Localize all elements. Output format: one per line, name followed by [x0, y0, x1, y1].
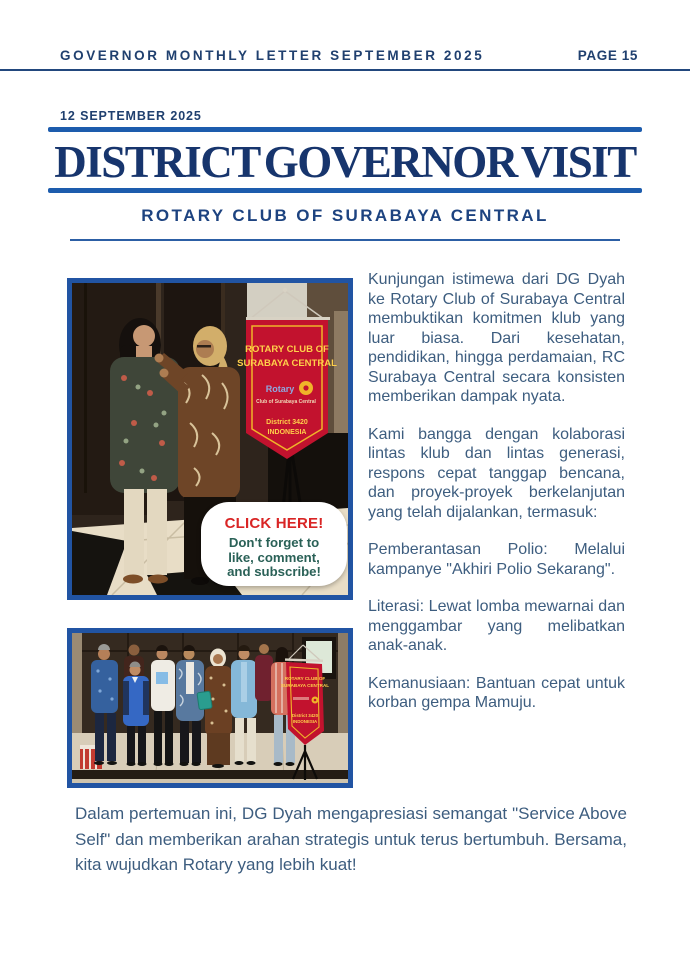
paragraph-2: Kami bangga dengan kolaborasi lintas klub dan lintas generasi, respons cepat tanggap bencana, dan proyek-proyek berkelanjutan yang telah dijalankan, termasuk:	[368, 425, 625, 521]
svg-text:ROTARY CLUB OF: ROTARY CLUB OF	[245, 344, 329, 355]
paragraph-1: Kunjungan istimewa dari DG Dyah ke Rotary Club of Surabaya Central membuktikan komitmen klub yang luar biasa. Dari kesehatan, pendidikan, hingga perdamaian, RC Surabaya Central secara konsisten memberikan dampak nyata.	[368, 271, 625, 405]
subscribe-text: Don't forget to like, comment, and subscribe!	[227, 535, 321, 579]
photo-group-illustration	[72, 633, 348, 783]
article-body	[368, 270, 625, 731]
svg-text:Club of Surabaya Central: Club of Surabaya Central	[256, 399, 316, 405]
header-divider	[0, 69, 690, 71]
click-here-label[interactable]: CLICK HERE!	[224, 515, 324, 532]
photo-group	[67, 628, 353, 788]
svg-text:INDONESIA: INDONESIA	[292, 719, 318, 724]
paragraph-3: Pemberantasan Polio: Melalui kampanye "Akhiri Polio Sekarang".	[368, 541, 625, 578]
paragraph-5: Kemanusiaan: Bantuan cepat untuk korban gempa Mamuju.	[368, 674, 625, 711]
svg-text:District 3420: District 3420	[291, 713, 319, 718]
svg-text:District 3420: District 3420	[266, 419, 308, 426]
svg-text:SURABAYA CENTRAL: SURABAYA CENTRAL	[237, 358, 337, 369]
article-date: 12 SEPTEMBER 2025	[60, 109, 202, 123]
svg-text:ROTARY CLUB OF: ROTARY CLUB OF	[284, 676, 326, 681]
closing-paragraph: Dalam pertemuan ini, DG Dyah mengapresiasi semangat "Service Above Self" dan memberikan arahan strategis untuk terus bertumbuh. Bersama, kita wujudkan Rotary yang lebih kuat!	[75, 804, 627, 874]
title-divider	[48, 188, 642, 193]
svg-text:Rotary: Rotary	[265, 384, 295, 394]
paragraph-4: Literasi: Lewat lomba mewarnai dan menggambar yang melibatkan anak-anak.	[368, 598, 625, 654]
rotary-wheel-icon	[299, 381, 313, 395]
article-subtitle: ROTARY CLUB OF SURABAYA CENTRAL	[141, 206, 549, 225]
header-title: GOVERNOR MONTHLY LETTER SEPTEMBER 2025	[60, 48, 485, 63]
subscribe-sticker[interactable]	[201, 502, 347, 586]
svg-text:INDONESIA: INDONESIA	[267, 429, 307, 436]
page-title: DISTRICT GOVERNOR VISIT	[54, 137, 636, 187]
svg-text:SURABAYA CENTRAL: SURABAYA CENTRAL	[280, 683, 330, 688]
date-divider	[48, 127, 642, 132]
page-number: PAGE 15	[577, 48, 638, 63]
subtitle-divider	[70, 239, 620, 241]
